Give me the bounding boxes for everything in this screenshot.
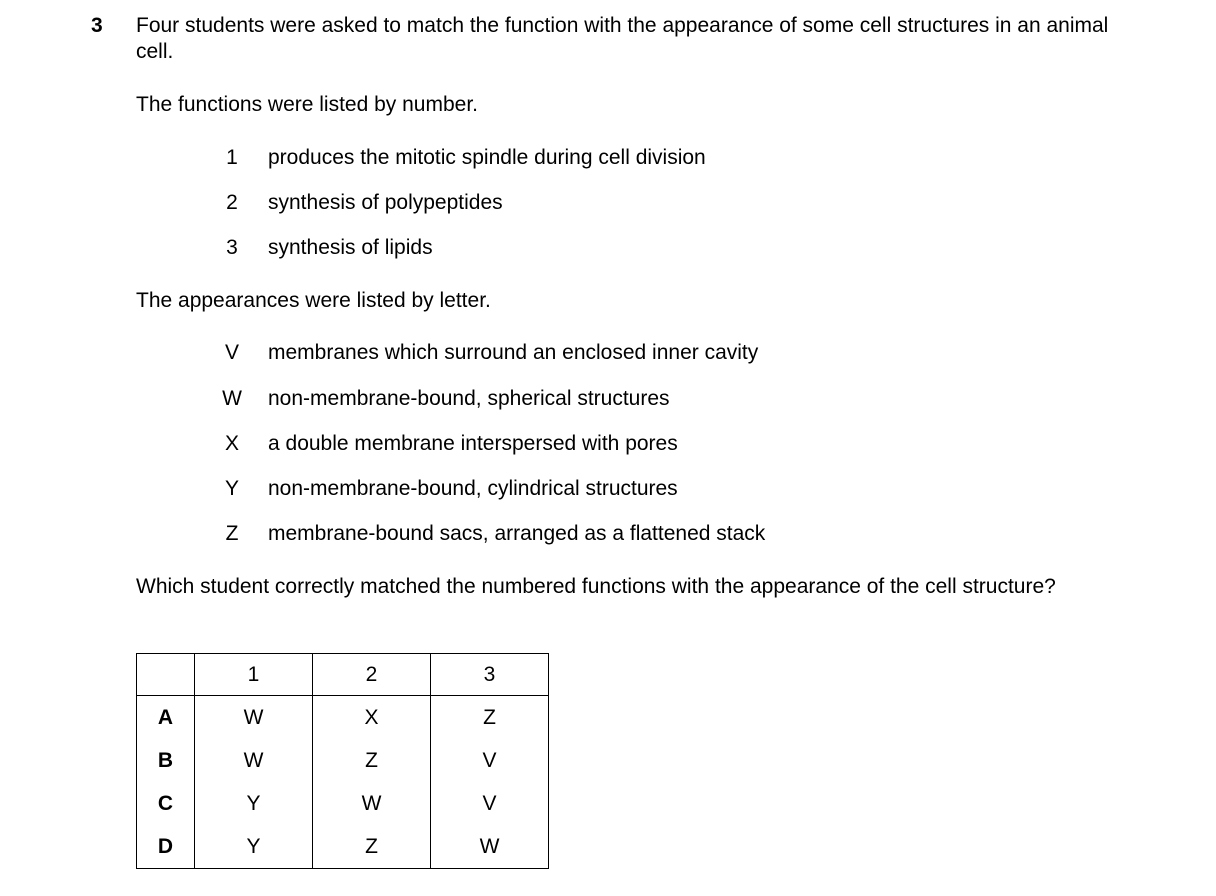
table-header-cell xyxy=(137,654,195,696)
appearance-letter: V xyxy=(224,341,239,364)
option-letter: A xyxy=(137,696,195,740)
appearance-text: non-membrane-bound, spherical structures xyxy=(268,387,670,410)
table-cell: W xyxy=(431,825,549,869)
table-header-cell: 2 xyxy=(313,654,431,696)
function-text: produces the mitotic spindle during cell division xyxy=(268,146,706,169)
option-letter: D xyxy=(137,825,195,869)
table-header-cell: 3 xyxy=(431,654,549,696)
function-number: 1 xyxy=(226,146,238,169)
table-cell: Y xyxy=(195,782,313,825)
option-letter: B xyxy=(137,739,195,782)
appearance-letter: Y xyxy=(224,477,239,500)
option-letter: C xyxy=(137,782,195,825)
table-cell: W xyxy=(313,782,431,825)
functions-intro: The functions were listed by number. xyxy=(136,93,479,116)
table-header-cell: 1 xyxy=(195,654,313,696)
table-cell: W xyxy=(195,739,313,782)
appearance-text: non-membrane-bound, cylindrical structures xyxy=(268,477,678,500)
question-intro: Four students were asked to match the function with the appearance of some cell structures in an animal cell. xyxy=(136,14,1109,63)
appearance-letter: W xyxy=(222,387,242,410)
appearances-intro: The appearances were listed by letter. xyxy=(136,289,491,312)
question-number: 3 xyxy=(91,14,103,37)
answer-table xyxy=(136,653,549,869)
appearance-letter: Z xyxy=(225,522,239,545)
table-row xyxy=(137,825,549,869)
table-row xyxy=(137,739,549,782)
table-row xyxy=(137,782,549,825)
table-cell: Z xyxy=(313,739,431,782)
table-cell: X xyxy=(313,696,431,740)
table-cell: Z xyxy=(313,825,431,869)
table-cell: Z xyxy=(431,696,549,740)
table-header-row xyxy=(137,654,549,696)
table-cell: Y xyxy=(195,825,313,869)
table-cell: V xyxy=(431,782,549,825)
question-prompt: Which student correctly matched the numbered functions with the appearance of the cell structure? xyxy=(136,575,1056,598)
table-row xyxy=(137,696,549,740)
function-number: 3 xyxy=(226,236,238,259)
table-cell: W xyxy=(195,696,313,740)
function-text: synthesis of lipids xyxy=(268,236,433,259)
appearance-text: a double membrane interspersed with pores xyxy=(268,432,678,455)
table-cell: V xyxy=(431,739,549,782)
function-number: 2 xyxy=(226,191,238,214)
appearance-text: membranes which surround an enclosed inner cavity xyxy=(268,341,759,364)
appearance-letter: X xyxy=(224,432,239,455)
function-text: synthesis of polypeptides xyxy=(268,191,503,214)
appearance-text: membrane-bound sacs, arranged as a flattened stack xyxy=(268,522,766,545)
